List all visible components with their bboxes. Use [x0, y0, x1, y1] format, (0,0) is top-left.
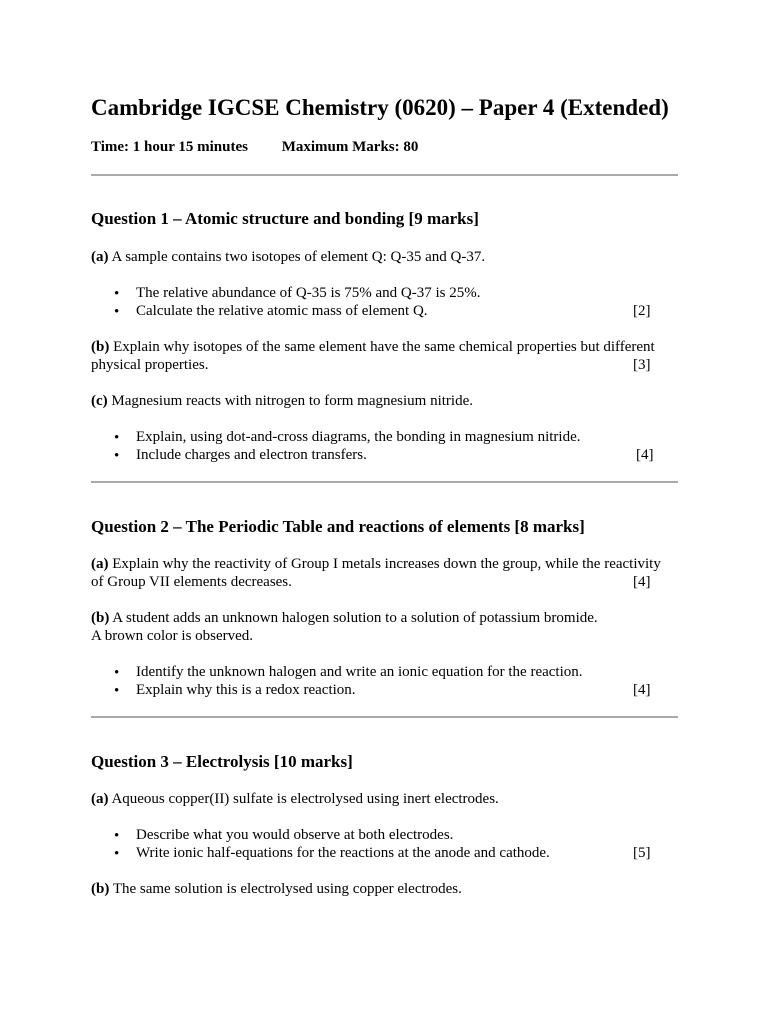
q1c-bullet-2: Include charges and electron transfers. [136, 447, 367, 463]
q3a-stem [91, 790, 661, 808]
q2b-stem-line-2: A brown color is observed. [91, 628, 254, 644]
q2b-marks: [4] [633, 682, 651, 698]
q3a-text: Aqueous copper(II) sulfate is electrolysed using inert electrodes. [111, 791, 499, 807]
q3a-bullet-1: Describe what you would observe at both electrodes. [136, 827, 454, 843]
section-divider [91, 174, 678, 176]
part-label: (a) [91, 556, 109, 572]
question-3-heading: Question 3 – Electrolysis [10 marks] [91, 752, 353, 771]
part-label: (b) [91, 881, 110, 897]
section-divider [91, 481, 678, 483]
section-divider [91, 716, 678, 718]
part-label: (a) [91, 791, 109, 807]
q1a-bullet-2: Calculate the relative atomic mass of element Q. [136, 303, 428, 319]
q2b-stem-line-1 [91, 609, 598, 627]
part-label: (b) [91, 610, 110, 626]
q2b-bullet-2: Explain why this is a redox reaction. [136, 682, 356, 698]
bullet-marker: • [114, 665, 120, 681]
q1b-marks: [3] [633, 357, 651, 373]
q1c-text: Magnesium reacts with nitrogen to form magnesium nitride. [111, 393, 473, 409]
q1a-marks: [2] [633, 303, 651, 319]
part-label: (a) [91, 249, 109, 265]
q2b-text-1: A student adds an unknown halogen solution to a solution of potassium bromide. [112, 610, 598, 626]
q2a-stem-line-2: of Group VII elements decreases. [91, 574, 292, 590]
q2a-text-1: Explain why the reactivity of Group I metals increases down the group, while the reactivity [112, 556, 661, 572]
bullet-marker: • [114, 304, 120, 320]
bullet-marker: • [114, 286, 120, 302]
bullet-marker: • [114, 683, 120, 699]
q1a-stem [91, 248, 661, 266]
question-1-heading: Question 1 – Atomic structure and bonding [9 marks] [91, 209, 479, 228]
bullet-marker: • [114, 846, 120, 862]
q3b-text: The same solution is electrolysed using copper electrodes. [112, 881, 462, 897]
q2a-marks: [4] [633, 574, 651, 590]
q1c-marks: [4] [636, 447, 654, 463]
q1c-stem [91, 392, 661, 410]
q3a-marks: [5] [633, 845, 651, 861]
q2a-stem-line-1 [91, 555, 661, 573]
part-label: (c) [91, 393, 108, 409]
q1b-stem-line-1 [91, 338, 655, 356]
maximum-marks: Maximum Marks: 80 [281, 139, 419, 155]
q1a-text: A sample contains two isotopes of element Q: Q-35 and Q-37. [111, 249, 486, 265]
q2b-bullet-1: Identify the unknown halogen and write an ionic equation for the reaction. [136, 664, 583, 680]
bullet-marker: • [114, 448, 120, 464]
q1b-text-1: Explain why isotopes of the same element have the same chemical properties but different [113, 339, 655, 355]
part-label: (b) [91, 339, 110, 355]
q3a-bullet-2: Write ionic half-equations for the reactions at the anode and cathode. [136, 845, 550, 861]
time-allowed: Time: 1 hour 15 minutes [91, 139, 248, 155]
paper-title: Cambridge IGCSE Chemistry (0620) – Paper 4 (Extended) [91, 95, 669, 120]
q1c-bullet-1: Explain, using dot-and-cross diagrams, the bonding in magnesium nitride. [136, 429, 581, 445]
paper-meta [91, 138, 418, 156]
question-2-heading: Question 2 – The Periodic Table and reactions of elements [8 marks] [91, 517, 585, 536]
q1b-stem-line-2: physical properties. [91, 357, 209, 373]
q1a-bullet-1: The relative abundance of Q-35 is 75% and Q-37 is 25%. [136, 285, 481, 301]
bullet-marker: • [114, 430, 120, 446]
bullet-marker: • [114, 828, 120, 844]
q3b-stem [91, 880, 661, 898]
